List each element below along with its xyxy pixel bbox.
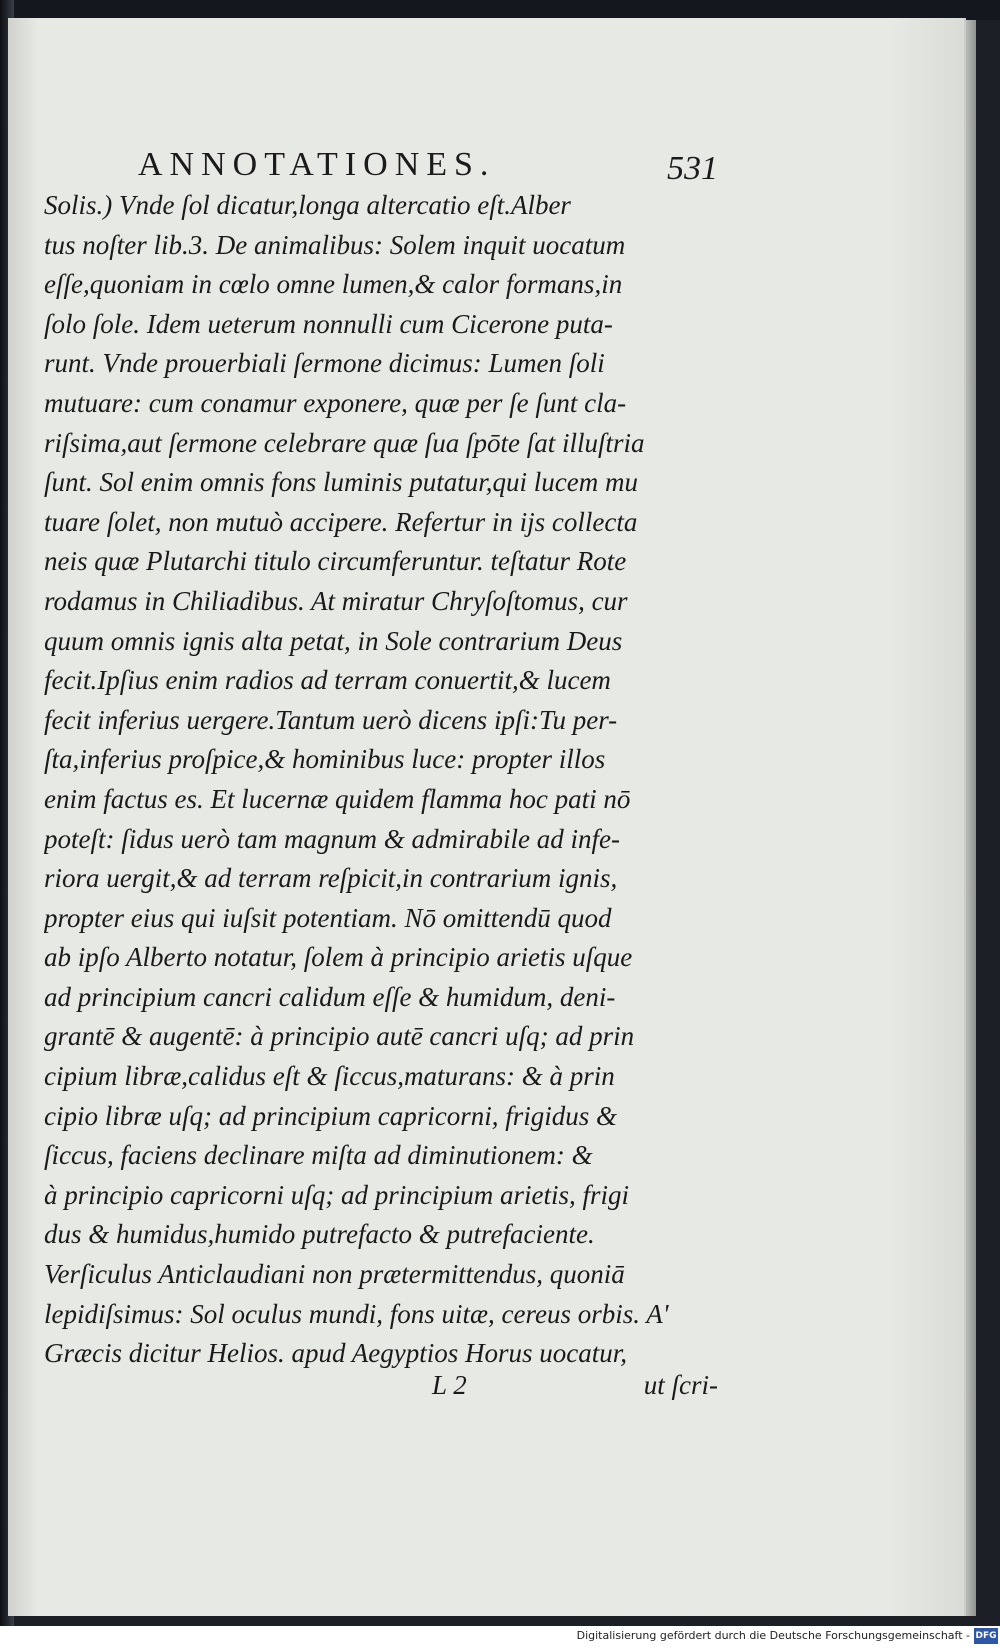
text-line: enim factus es. Et lucernæ quidem flamma hoc pati nō bbox=[44, 783, 631, 814]
text-line: fecit inferius uergere.Tantum uerò dicens ipſi:Tu per- bbox=[44, 704, 618, 735]
signature-mark: L 2 bbox=[432, 1370, 467, 1400]
text-line: Verſiculus Anticlaudiani non prætermittendus, quoniā bbox=[44, 1259, 625, 1290]
page-footer-marks bbox=[44, 1370, 724, 1410]
text-line: ab ipſo Alberto notatur, ſolem à principio arietis uſque bbox=[44, 942, 633, 973]
text-line: dus & humidus,humido putrefacto & putrefaciente. bbox=[44, 1219, 595, 1250]
running-title: ANNOTATIONES. bbox=[138, 146, 496, 183]
text-line: poteſt: ſidus uerò tam magnum & admirabile ad infe- bbox=[44, 823, 620, 854]
text-line: quum omnis ignis alta petat, in Sole contrarium Deus bbox=[44, 625, 623, 656]
text-line: ſolo ſole. Idem ueterum nonnulli cum Cicerone puta- bbox=[44, 308, 613, 339]
text-line: grantē & augentē: à principio autē cancri uſq; ad prin bbox=[44, 1021, 635, 1052]
text-line: tus noſter lib.3. De animalibus: Solem inquit uocatum bbox=[44, 229, 626, 260]
text-line: mutuare: cum conamur exponere, quæ per ſe ſunt cla- bbox=[44, 387, 627, 418]
text-line: ad principium cancri calidum eſſe & humidum, deni- bbox=[44, 981, 616, 1012]
catchword: ut ſcri- bbox=[643, 1370, 718, 1400]
text-line: lepidiſsimus: Sol oculus mundi, fons uitæ, cereus orbis. A' bbox=[44, 1298, 669, 1329]
text-line: propter eius qui iuſsit potentiam. Nō omittendū quod bbox=[44, 902, 612, 933]
digitization-footer bbox=[0, 1626, 1000, 1648]
text-line: ſta,inferius proſpice,& hominibus luce: propter illos bbox=[44, 744, 606, 775]
text-line: ſiccus, faciens declinare miſta ad diminutionem: & bbox=[44, 1140, 593, 1171]
text-line: Solis.) Vnde ſol dicatur,longa altercatio eſt.Alber bbox=[44, 190, 571, 220]
text-line: runt. Vnde prouerbiali ſermone dicimus: Lumen ſoli bbox=[44, 348, 605, 379]
page-edge-shadow bbox=[966, 20, 976, 1616]
text-line: rodamus in Chiliadibus. At miratur Chryſoſtomus, cur bbox=[44, 585, 628, 616]
text-line: riſsima,aut ſermone celebrare quæ ſua ſpōte ſat illuſtria bbox=[44, 427, 645, 458]
body-text bbox=[44, 186, 724, 1374]
scan-top-border bbox=[0, 0, 1000, 20]
page-number: 531 bbox=[667, 150, 718, 187]
text-line: cipio libræ uſq; ad principium capricorni, frigidus & bbox=[44, 1100, 617, 1131]
text-line: eſſe,quoniam in cœlo omne lumen,& calor formans,in bbox=[44, 269, 623, 300]
text-line: tuare ſolet, non mutuò accipere. Refertur in ijs collecta bbox=[44, 506, 638, 537]
book-page bbox=[8, 18, 966, 1616]
text-line: à principio capricorni uſq; ad principium arietis, frigi bbox=[44, 1179, 629, 1210]
dfg-logo: DFG bbox=[974, 1628, 998, 1644]
text-line: fecit.Ipſius enim radios ad terram conuertit,& lucem bbox=[44, 665, 611, 696]
text-line: Græcis dicitur Helios. apud Aegyptios Horus uocatur, bbox=[44, 1338, 627, 1369]
text-line: ſunt. Sol enim omnis fons luminis putatur,qui lucem mu bbox=[44, 467, 638, 498]
funding-credit: Digitalisierung gefördert durch die Deutsche Forschungsgemeinschaft - bbox=[576, 1629, 970, 1642]
text-line: neis quæ Plutarchi titulo circumferuntur. teſtatur Rote bbox=[44, 546, 627, 577]
text-line: riora uergit,& ad terram reſpicit,in contrarium ignis, bbox=[44, 863, 618, 894]
text-line: cipium libræ,calidus eſt & ſiccus,maturans: & à prin bbox=[44, 1061, 615, 1092]
